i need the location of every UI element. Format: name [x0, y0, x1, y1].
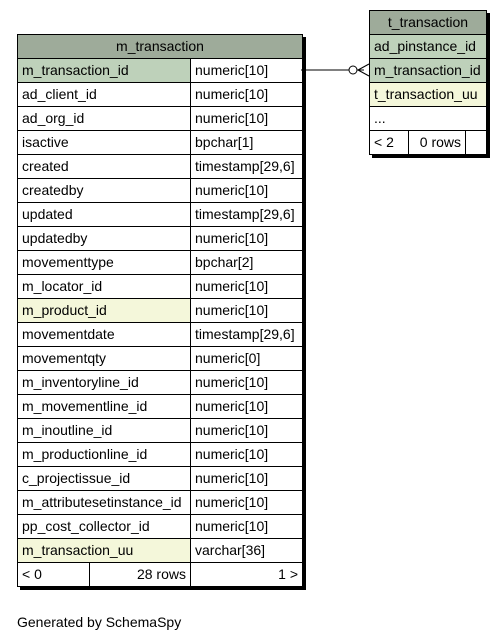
t-transaction-table-header[interactable]: t_transaction	[370, 11, 486, 35]
column-type: bpchar[1]	[190, 131, 302, 154]
column-name[interactable]: t_transaction_uu	[370, 83, 486, 106]
row-count: 28 rows	[89, 563, 190, 586]
column-name[interactable]: m_transaction_id	[18, 59, 190, 82]
column-type: varchar[36]	[190, 539, 302, 562]
column-type: numeric[0]	[190, 347, 302, 370]
column-name[interactable]: m_productionline_id	[18, 443, 190, 466]
column-type: numeric[10]	[190, 515, 302, 538]
m-transaction-table-header[interactable]: m_transaction	[18, 35, 302, 59]
column-name[interactable]: m_attributesetinstance_id	[18, 491, 190, 514]
column-type: numeric[10]	[190, 467, 302, 490]
column-name[interactable]: m_transaction_id	[370, 59, 486, 82]
column-type: numeric[10]	[190, 371, 302, 394]
column-type: numeric[10]	[190, 443, 302, 466]
column-name[interactable]: pp_cost_collector_id	[18, 515, 190, 538]
column-name[interactable]: movementqty	[18, 347, 190, 370]
column-type: numeric[10]	[190, 395, 302, 418]
column-name[interactable]: updatedby	[18, 227, 190, 250]
column-type: bpchar[2]	[190, 251, 302, 274]
column-type: timestamp[29,6]	[190, 323, 302, 346]
column-type: numeric[10]	[190, 83, 302, 106]
column-name[interactable]: m_inoutline_id	[18, 419, 190, 442]
column-type: numeric[10]	[190, 227, 302, 250]
column-type: timestamp[29,6]	[190, 203, 302, 226]
column-name[interactable]: movementtype	[18, 251, 190, 274]
column-type: numeric[10]	[190, 275, 302, 298]
column-type: numeric[10]	[190, 179, 302, 202]
column-name[interactable]: ad_client_id	[18, 83, 190, 106]
column-name[interactable]: m_movementline_id	[18, 395, 190, 418]
zero-or-many-circle-icon	[349, 66, 357, 74]
column-name[interactable]: m_product_id	[18, 299, 190, 322]
crowfoot-upper-icon	[358, 64, 369, 70]
generated-by-label: Generated by SchemaSpy	[17, 614, 182, 630]
column-name[interactable]: m_inventoryline_id	[18, 371, 190, 394]
column-type: numeric[10]	[190, 419, 302, 442]
column-name[interactable]: ad_org_id	[18, 107, 190, 130]
column-type: timestamp[29,6]	[190, 155, 302, 178]
column-name[interactable]: m_transaction_uu	[18, 539, 190, 562]
column-type: numeric[10]	[190, 491, 302, 514]
column-name[interactable]: isactive	[18, 131, 190, 154]
parents-link[interactable]: < 2	[370, 131, 408, 154]
parents-link[interactable]: < 0	[18, 563, 89, 586]
column-type: numeric[10]	[190, 107, 302, 130]
crowfoot-lower-icon	[358, 70, 369, 76]
children-link[interactable]: 1 >	[190, 563, 302, 586]
column-type: numeric[10]	[190, 299, 302, 322]
column-name[interactable]: updated	[18, 203, 190, 226]
row-count: 0 rows	[408, 131, 465, 154]
column-name[interactable]: m_locator_id	[18, 275, 190, 298]
column-name[interactable]: ad_pinstance_id	[370, 35, 486, 58]
column-name[interactable]: c_projectissue_id	[18, 467, 190, 490]
column-name[interactable]: created	[18, 155, 190, 178]
column-type: numeric[10]	[190, 59, 302, 82]
column-name[interactable]: ...	[370, 107, 486, 130]
column-name[interactable]: movementdate	[18, 323, 190, 346]
column-name[interactable]: createdby	[18, 179, 190, 202]
